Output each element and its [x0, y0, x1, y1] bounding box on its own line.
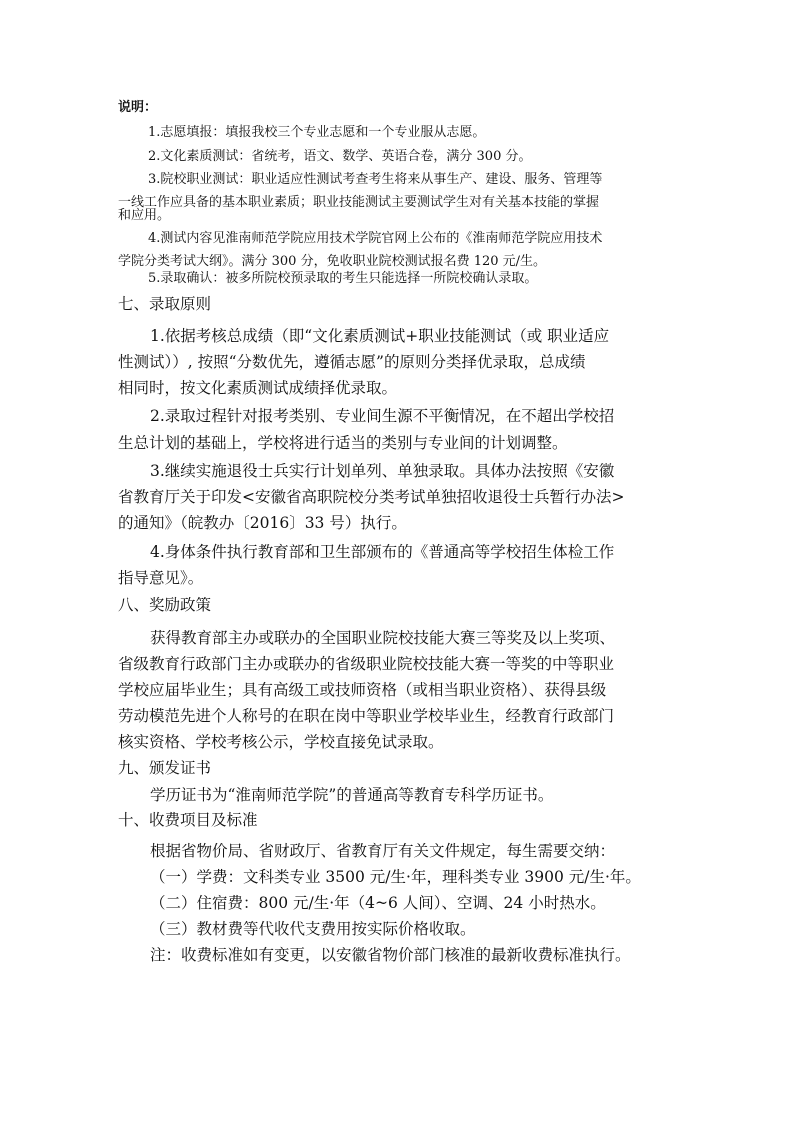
notes-line: 1.志愿填报：填报我校三个专业志愿和一个专业服从志愿。: [148, 125, 486, 140]
notes-line: 学院分类考试大纲》。满分 300 分，免收职业院校测试报名费 120 元/生。: [118, 254, 547, 269]
paragraph-line: 学校应届毕业生；具有高级工或技师资格（或相当职业资格）、获得县级: [118, 681, 607, 699]
paragraph-line: 劳动模范先进个人称号的在职在岗中等职业学校毕业生，经教育行政部门: [118, 707, 615, 725]
section-title-admission-principles: 七、录取原则: [118, 295, 212, 313]
paragraph-line: 性测试））, 按照“分数优先，遵循志愿”的原则分类择优录取，总成绩: [118, 353, 586, 371]
paragraph-line: 省级教育行政部门主办或联办的省级职业院校技能大赛一等奖的中等职业: [118, 655, 615, 673]
paragraph-line: 相同时，按文化素质测试成绩择优录取。: [118, 379, 398, 397]
paragraph-line: 4.身体条件执行教育部和卫生部颁布的《普通高等学校招生体检工作: [150, 543, 615, 561]
paragraph-line: 根据省物价局、省财政厅、省教育厅有关文件规定，每生需要交纳：: [150, 842, 616, 860]
paragraph-line: 学历证书为“淮南师范学院”的普通高等教育专科学历证书。: [150, 786, 554, 804]
paragraph-line: 生总计划的基础上，学校将进行适当的类别与专业间的计划调整。: [118, 434, 568, 452]
section-title-fees: 十、收费项目及标准: [118, 811, 258, 829]
notes-line: 5.录取确认：被多所院校预录取的考生只能选择一所院校确认录取。: [148, 271, 538, 286]
paragraph-line: 1.依据考核总成绩（即“文化素质测试+职业技能测试（或 职业适应: [150, 327, 610, 345]
paragraph-line: 指导意见》。: [118, 569, 204, 587]
paragraph-line: 注：收费标准如有变更，以安徽省物价部门核准的最新收费标准执行。: [150, 946, 631, 964]
paragraph-line: 核实资格、学校考核公示，学校直接免试录取。: [118, 733, 444, 751]
section-title-incentive-policy: 八、奖励政策: [118, 596, 212, 614]
paragraph-line: 的通知》（皖教办〔2016〕33 号）执行。: [118, 514, 407, 532]
section-title-certificate: 九、颁发证书: [118, 759, 212, 777]
notes-line: 一线工作应具备的基本职业素质；职业技能测试主要测试学生对有关基本技能的掌握: [118, 195, 600, 210]
paragraph-line: （三）教材费等代收代支费用按实际价格收取。: [150, 920, 476, 938]
paragraph-line: 2.录取过程针对报考类别、专业间生源不平衡情况，在不超出学校招: [150, 407, 615, 425]
paragraph-line: 省教育厅关于印发<安徽省高职院校分类考试单独招收退役士兵暂行办法>: [118, 488, 625, 506]
paragraph-line: 3.继续实施退役士兵实行计划单列、单独录取。具体办法按照《安徽: [150, 462, 615, 480]
paragraph-line: （一）学费：文科类专业 3500 元/生·年，理科类专业 3900 元/生·年。: [150, 868, 641, 886]
notes-heading: 说明：: [118, 100, 158, 115]
notes-line: 3.院校职业测试：职业适应性测试考查考生将来从事生产、建设、服务、管理等: [148, 172, 603, 187]
notes-line: 4.测试内容见淮南师范学院应用技术学院官网上公布的《淮南师范学院应用技术: [148, 231, 603, 246]
notes-line: 2.文化素质测试：省统考，语文、数学、英语合卷，满分 300 分。: [148, 149, 532, 164]
paragraph-line: （二）住宿费：800 元/生·年（4~6 人间）、空调、24 小时热水。: [150, 894, 606, 912]
notes-line: 和应用。: [118, 208, 171, 223]
paragraph-line: 获得教育部主办或联办的全国职业院校技能大赛三等奖及以上奖项、: [150, 629, 616, 647]
